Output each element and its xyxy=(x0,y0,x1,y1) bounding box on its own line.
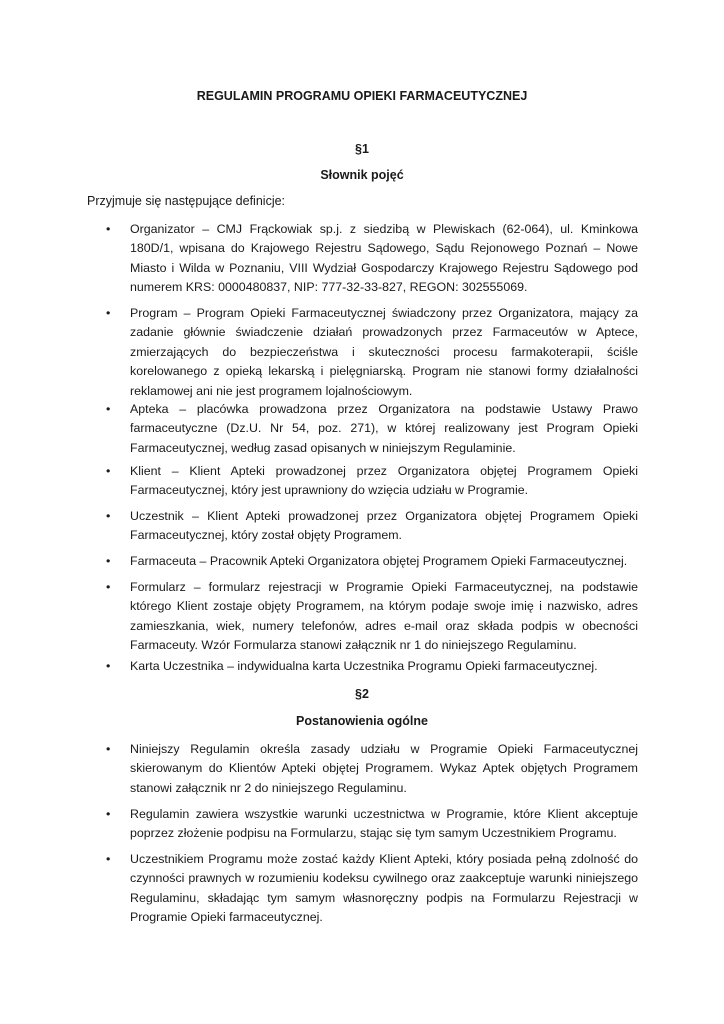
section-1-number: §1 xyxy=(355,142,369,156)
list-item-text: Klient – Klient Apteki prowadzonej przez Organizatora objętej Programem Opieki Farmaceutycznej, który jest uprawniony do wzięcia udziału w Programie. xyxy=(130,464,638,498)
list-item-text: Uczestnikiem Programu może zostać każdy Klient Apteki, który posiada pełną zdolność do czynności prawnych w rozumieniu kodeksu cywilnego oraz zaakceptuje warunki niniejszego Regulaminu, składając tym samym własnoręczny podpis na Formularzu Rejestracji w Programie Opieki farmaceutycznej. xyxy=(130,852,638,925)
bullet-icon: • xyxy=(106,402,111,416)
bullet-icon: • xyxy=(106,580,111,594)
list-item xyxy=(106,220,638,298)
list-item-text: Apteka – placówka prowadzona przez Organizatora na podstawie Ustawy Prawo farmaceutyczne (Dz.U. Nr 54, poz. 271), w której realizowany jest Program Opieki Farmaceutycznej, według zasad opisanych w niniejszym Regulaminie. xyxy=(130,402,638,455)
bullet-icon: • xyxy=(106,852,111,866)
list-item xyxy=(106,740,638,798)
bullet-icon: • xyxy=(106,807,111,821)
list-item-text: Program – Program Opieki Farmaceutycznej świadczony przez Organizatora, mający za zadanie głównie świadczenie działań prowadzonych przez Farmaceutów w Aptece, zmierzających do bezpieczeństwa i skuteczności procesu farmakoterapii, ściśle korelowanego z opieką lekarską i pielęgniarską. Program nie stanowi formy działalności reklamowej ani nie jest programem lojalnościowym. xyxy=(130,306,638,398)
list-item xyxy=(106,462,638,501)
section-1-intro: Przyjmuje się następujące definicje: xyxy=(87,194,286,208)
bullet-icon: • xyxy=(106,509,111,523)
bullet-icon: • xyxy=(106,659,111,673)
list-item-text: Karta Uczestnika – indywidualna karta Uczestnika Programu Opieki farmaceutycznej. xyxy=(130,659,598,673)
list-item xyxy=(106,507,638,546)
bullet-icon: • xyxy=(106,306,111,320)
list-item-text: Formularz – formularz rejestracji w Programie Opieki Farmaceutycznej, na podstawie którego Klient zostaje objęty Programem, na którym podaje swoje imię i nazwisko, adres zamieszkania, wiek, numery telefonów, adres e-mail oraz składa podpis w obecności Farmaceuty. Wzór Formularza stanowi załącznik nr 1 do niniejszego Regulaminu. xyxy=(130,580,638,653)
list-item xyxy=(106,850,638,928)
bullet-icon: • xyxy=(106,554,111,568)
document-title: REGULAMIN PROGRAMU OPIEKI FARMACEUTYCZNEJ xyxy=(196,89,528,103)
bullet-icon: • xyxy=(106,222,111,236)
list-item xyxy=(106,304,638,401)
list-item xyxy=(106,805,638,844)
list-item-text: Regulamin zawiera wszystkie warunki uczestnictwa w Programie, które Klient akceptuje poprzez złożenie podpisu na Formularzu, stając się tym samym Uczestnikiem Programu. xyxy=(130,807,638,841)
bullet-icon: • xyxy=(106,464,111,478)
list-item-text: Farmaceuta – Pracownik Apteki Organizatora objętej Programem Opieki Farmaceutycznej. xyxy=(130,554,628,568)
list-item-text: Organizator – CMJ Frąckowiak sp.j. z siedzibą w Plewiskach (62-064), ul. Kminkowa 180D/1, wpisana do Krajowego Rejestru Sądowego, Sądu Rejonowego Poznań – Nowe Miasto i Wilda w Poznaniu, VIII Wydział Gospodarczy Krajowego Rejestru Sądowego pod numerem KRS: 0000480837, NIP: 777-32-33-827, REGON: 302555069. xyxy=(130,222,638,295)
section-2-number: §2 xyxy=(355,687,369,701)
section-2-heading: Postanowienia ogólne xyxy=(296,714,428,728)
list-item-text: Niniejszy Regulamin określa zasady udziału w Programie Opieki Farmaceutycznej skierowanym do Klientów Apteki objętej Programem. Wykaz Aptek objętych Programem stanowi załącznik nr 2 do niniejszego Regulaminu. xyxy=(130,742,638,795)
list-item xyxy=(106,578,638,656)
section-1-heading: Słownik pojęć xyxy=(320,168,404,182)
list-item xyxy=(106,657,638,676)
list-item-text: Uczestnik – Klient Apteki prowadzonej przez Organizatora objętej Programem Opieki Farmaceutycznej, który został objęty Programem. xyxy=(130,509,638,543)
bullet-icon: • xyxy=(106,742,111,756)
list-item xyxy=(106,552,638,571)
list-item xyxy=(106,400,638,458)
